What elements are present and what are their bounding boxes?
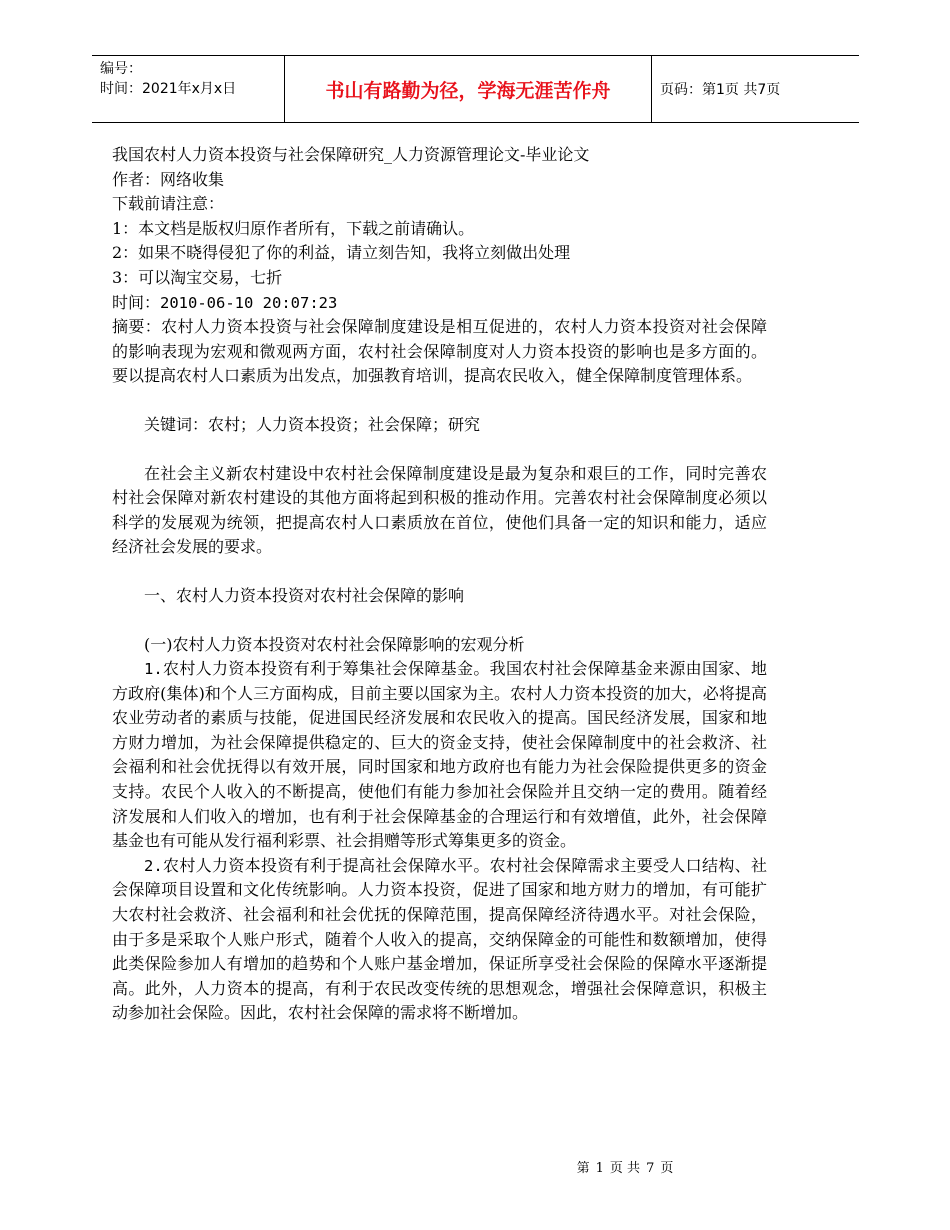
header-time-label: 时间：2021年x月x日	[100, 81, 237, 97]
keywords-line: 关键词：农村；人力资本投资；社会保障；研究	[144, 414, 481, 434]
intro-paragraph: 在社会主义新农村建设中农村社会保障制度建设是最为复杂和艰巨的工作，同时完善农村社会保障对新农村建设的其他方面将起到积极的推动作用。完善农村社会保障制度必须以科学的发展观为统领，把提高农村人口素质放在首位，使他们具备一定的知识和能力，适应经济社会发展的要求。	[112, 463, 767, 557]
download-notice: 下载前请注意：	[112, 194, 225, 214]
header-page-info: 页码：第1页 共7页	[660, 82, 781, 98]
page-footer	[0, 1157, 950, 1176]
document-title: 我国农村人力资本投资与社会保障研究_人力资源管理论文-毕业论文	[112, 145, 590, 164]
point-text: 农村人力资本投资有利于提高社会保障水平。农村社会保障需求主要受人口结构、社会保障项目设置和文化传统影响。人力资本投资，促进了国家和地方财力的增加，有可能扩大农村社会救济、社会福利和社会优抚的保障范围，提高保障经济待遇水平。对社会保险，由于多是采取个人账户形式，随着个人收入的提高，交纳保障金的可能性和数额增加，使得此类保险参加人有增加的趋势和个人账户基金增加，保证所享受社会保险的保障水平逐渐提高。此外，人力资本的提高，有利于农民改变传统的思想观念，增强社会保障意识，积极主动参加社会保险。因此，农村社会保障的需求将不断增加。	[112, 855, 767, 1023]
subsection-heading: (一)农村人力资本投资对农村社会保障影响的宏观分析	[144, 634, 525, 654]
section-heading: 一、农村人力资本投资对农村社会保障的影响	[144, 585, 465, 605]
document-body	[112, 143, 767, 1026]
note-item: 1：本文档是版权归原作者所有，下载之前请确认。	[112, 218, 475, 238]
point-paragraph	[112, 854, 767, 1026]
time-label: 时间：	[112, 292, 161, 312]
document-author: 作者：网络收集	[112, 169, 225, 189]
header-meta	[92, 56, 285, 122]
header-number-label: 编号：	[100, 61, 142, 77]
point-number: 1.	[144, 660, 163, 679]
time-value: 2010-06-10 20:07:23	[160, 293, 338, 312]
header-motto: 书山有路勤为径，学海无涯苦作舟	[285, 56, 652, 122]
note-item: 3：可以淘宝交易，七折	[112, 267, 283, 287]
page-header	[92, 55, 859, 123]
footer-prefix: 第	[576, 1161, 590, 1176]
note-item: 2：如果不晓得侵犯了你的利益，请立刻告知，我将立刻做出处理	[112, 243, 571, 263]
abstract-paragraph: 摘要：农村人力资本投资与社会保障制度建设是相互促进的，农村人力资本投资对社会保障的影响表现为宏观和微观两方面，农村社会保障制度对人力资本投资的影响也是多方面的。要以提高农村人口素质为出发点，加强教育培训，提高农民收入，健全保障制度管理体系。	[112, 317, 767, 386]
footer-mid: 页 共	[609, 1161, 641, 1176]
point-number: 2.	[144, 856, 163, 875]
point-paragraph	[112, 657, 767, 854]
document-time	[112, 291, 767, 316]
footer-page-total: 7	[646, 1161, 655, 1176]
point-text: 农村人力资本投资有利于筹集社会保障基金。我国农村社会保障基金来源由国家、地方政府(集体)和个人三方面构成，目前主要以国家为主。农村人力资本投资的加大，必将提高农业劳动者的素质与技能，促进国民经济发展和农民收入的提高。国民经济发展，国家和地方财力增加，为社会保障提供稳定的、巨大的资金支持，使社会保障制度中的社会救济、社会福利和社会优抚得以有效开展，同时国家和地方政府也有能力为社会保险提供更多的资金支持。农民个人收入的不断提高，使他们有能力参加社会保险并且交纳一定的费用。随着经济发展和人们收入的增加，也有利于社会保障基金的合理运行和有效增值，此外，社会保障基金也有可能从发行福利彩票、社会捐赠等形式筹集更多的资金。	[112, 659, 767, 851]
footer-page-num: 1	[595, 1161, 604, 1176]
footer-suffix: 页	[660, 1161, 674, 1176]
